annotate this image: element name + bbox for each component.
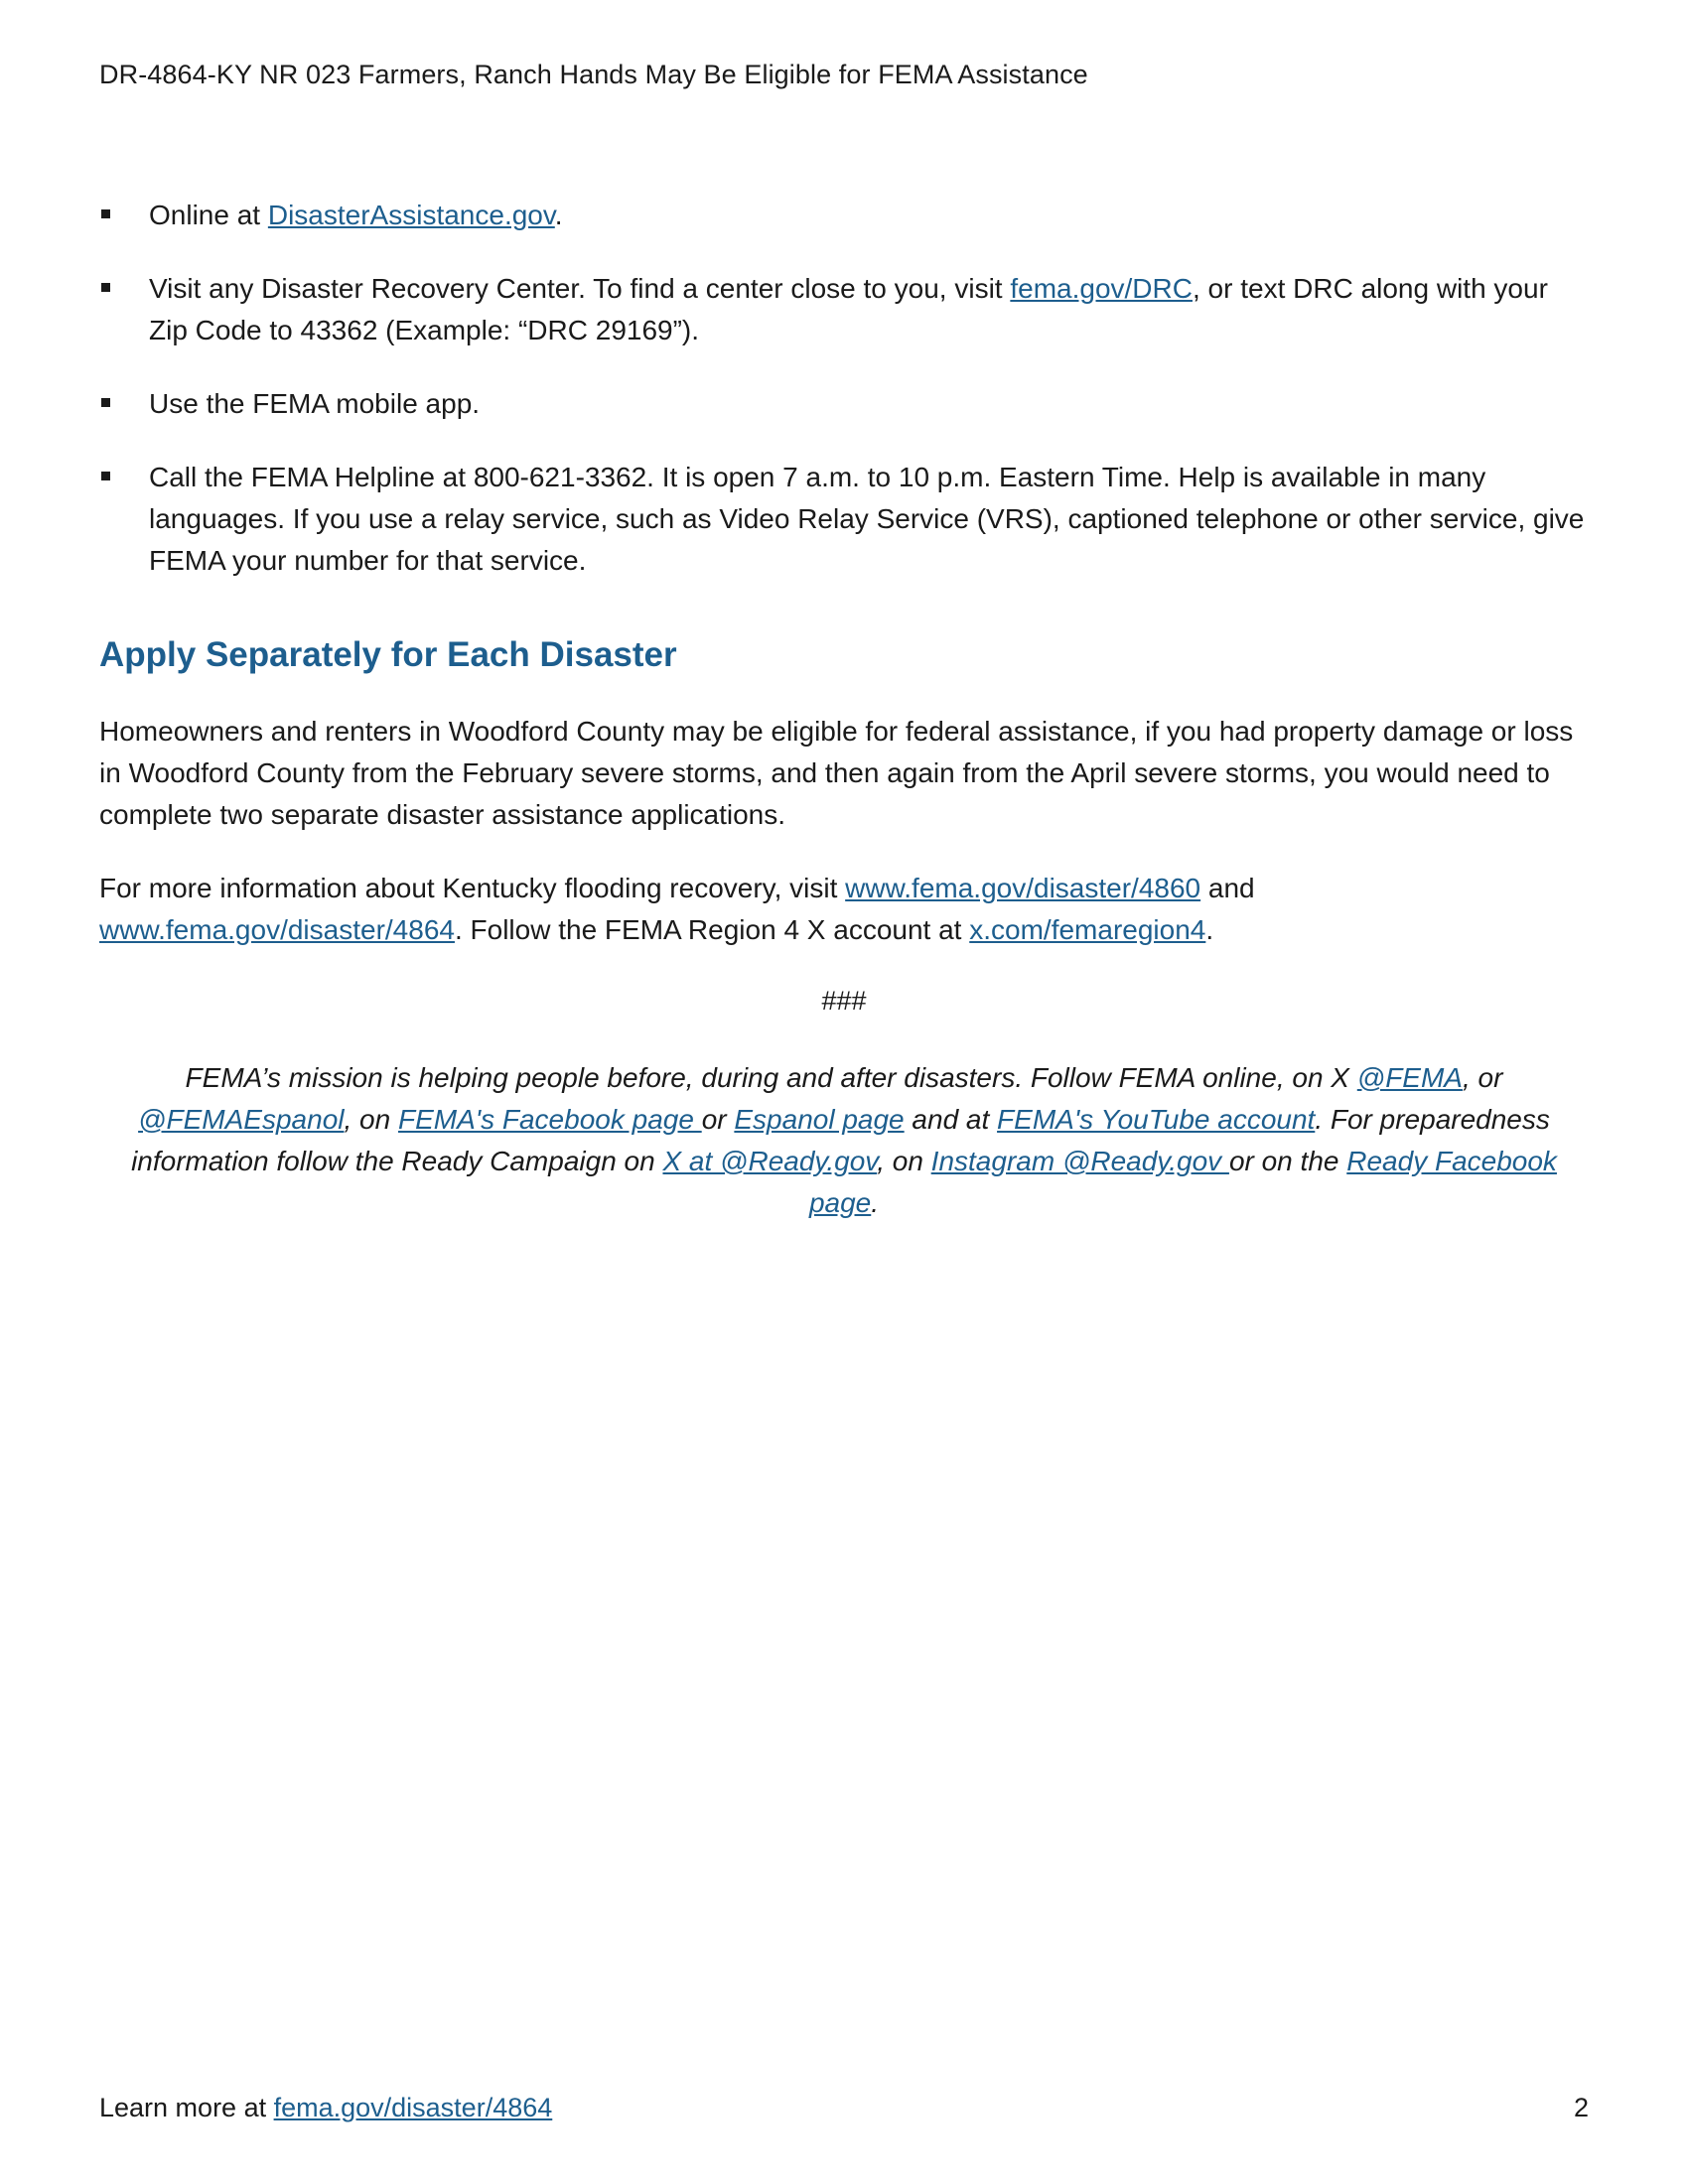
disaster-assistance-link[interactable]: DisasterAssistance.gov bbox=[267, 200, 555, 230]
mission-text: or bbox=[701, 1104, 735, 1135]
bullet-text: . bbox=[554, 200, 563, 230]
mission-text: , or bbox=[1462, 1062, 1503, 1093]
separate-applications-paragraph: Homeowners and renters in Woodford County may be eligible for federal assistance, if you had property damage or loss in Woodford County from the February severe storms, and then again from the April severe storms, you would need to complete two separate disaster assistance applications. bbox=[99, 716, 1574, 830]
disaster-4860-link[interactable]: www.fema.gov/disaster/4860 bbox=[845, 873, 1201, 903]
fema-youtube-link[interactable]: FEMA's YouTube account bbox=[997, 1104, 1316, 1135]
ready-instagram-link[interactable]: Instagram @Ready.gov bbox=[930, 1146, 1229, 1176]
list-item-online bbox=[99, 195, 1589, 236]
fema-facebook-link[interactable]: FEMA's Facebook page bbox=[397, 1104, 702, 1135]
bullet-text: Visit any Disaster Recovery Center. To find a center close to you, visit bbox=[149, 273, 1011, 304]
mission-text: FEMA’s mission is helping people before, during and after disasters. Follow FEMA online, on X bbox=[185, 1062, 1357, 1093]
square-bullet-icon bbox=[101, 472, 110, 480]
espanol-page-link[interactable]: Espanol page bbox=[734, 1104, 905, 1135]
mission-text: , on bbox=[344, 1104, 398, 1135]
fema-x-link[interactable]: @FEMA bbox=[1356, 1062, 1463, 1093]
list-item-drc bbox=[99, 268, 1589, 351]
footer-disaster-link[interactable]: fema.gov/disaster/4864 bbox=[273, 2093, 553, 2122]
how-to-apply-list bbox=[99, 195, 1589, 614]
paragraph-text: and bbox=[1200, 873, 1255, 903]
paragraph-text: . bbox=[1205, 914, 1214, 945]
femaregion4-link[interactable]: x.com/femaregion4 bbox=[969, 914, 1206, 945]
footer-learn-more bbox=[99, 2093, 552, 2123]
fema-drc-link[interactable]: fema.gov/DRC bbox=[1010, 273, 1193, 304]
square-bullet-icon bbox=[101, 209, 110, 218]
page-header-title: DR-4864-KY NR 023 Farmers, Ranch Hands May Be Eligible for FEMA Assistance bbox=[99, 60, 1088, 89]
footer-text: Learn more at bbox=[99, 2093, 274, 2122]
mission-text: or on the bbox=[1228, 1146, 1347, 1176]
page-number: 2 bbox=[1573, 2093, 1589, 2122]
mission-text: . For preparedness information follow the Ready Campaign on bbox=[131, 1104, 1550, 1176]
square-bullet-icon bbox=[101, 283, 110, 292]
section-heading: Apply Separately for Each Disaster bbox=[99, 635, 677, 674]
bullet-text: , or text DRC along with your Zip Code to 43362 (Example: “DRC 29169”). bbox=[149, 273, 1548, 345]
mission-statement bbox=[119, 1057, 1569, 1224]
more-information-paragraph bbox=[99, 868, 1589, 951]
bullet-text: Online at bbox=[149, 200, 268, 230]
bullet-text: Call the FEMA Helpline at 800-621-3362. It is open 7 a.m. to 10 p.m. Eastern Time. Help is available in many languages. If you use a relay service, such as Video Relay Service (VRS), captioned telephone or other service, give FEMA your number for that service. bbox=[149, 462, 1585, 576]
mission-text: and at bbox=[904, 1104, 998, 1135]
list-item-helpline bbox=[99, 457, 1589, 582]
end-separator: ### bbox=[821, 986, 867, 1016]
disaster-4864-link[interactable]: www.fema.gov/disaster/4864 bbox=[99, 914, 455, 945]
ready-x-link[interactable]: X at @Ready.gov bbox=[662, 1146, 878, 1176]
mission-text: . bbox=[871, 1187, 880, 1218]
mission-text: , on bbox=[877, 1146, 931, 1176]
fema-espanol-link[interactable]: @FEMAEspanol bbox=[138, 1104, 345, 1135]
list-item-mobile-app bbox=[99, 383, 1589, 425]
paragraph-text: For more information about Kentucky flooding recovery, visit bbox=[99, 873, 846, 903]
paragraph-text: . Follow the FEMA Region 4 X account at bbox=[454, 914, 970, 945]
ready-facebook-link[interactable]: Ready Facebook page bbox=[808, 1146, 1557, 1218]
bullet-text: Use the FEMA mobile app. bbox=[149, 388, 481, 419]
square-bullet-icon bbox=[101, 398, 110, 407]
